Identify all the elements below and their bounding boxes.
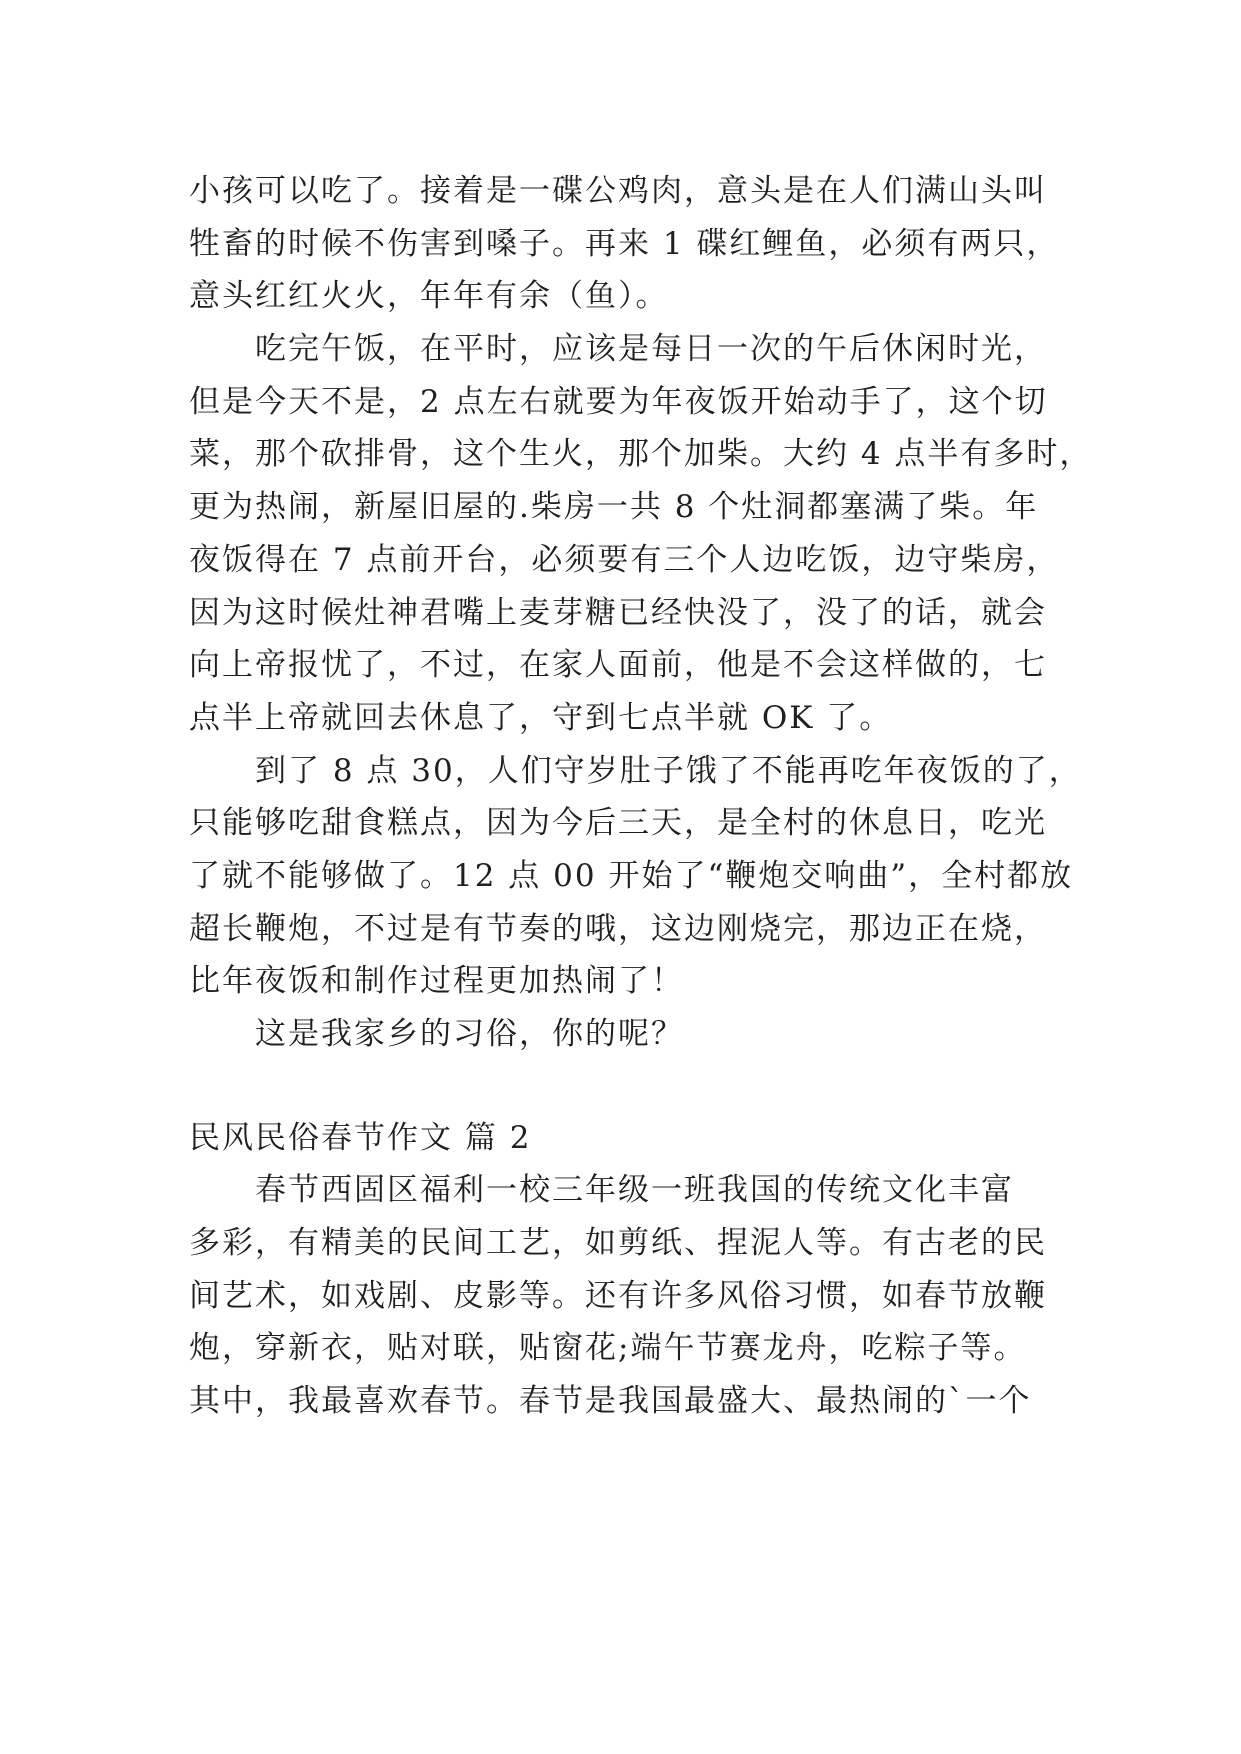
section-heading: 民风民俗春节作文 篇 2 — [189, 1119, 532, 1156]
section-gap — [189, 1061, 1069, 1112]
text-line: 更为热闹，新屋旧屋的.柴房一共 8 个灶洞都塞满了柴。年 — [189, 489, 1039, 526]
text-line: 其中，我最喜欢春节。春节是我国最盛大、最热闹的`一个 — [189, 1383, 1032, 1420]
text-line: 但是今天不是，2 点左右就要为年夜饭开始动手了，这个切 — [189, 383, 1048, 420]
text-line: 到了 8 点 30，人们守岁肚子饿了不能再吃年夜饭的了， — [255, 752, 1082, 789]
text-line: 多彩，有精美的民间工艺，如剪纸、捏泥人等。有古老的民 — [189, 1225, 1047, 1262]
text-line: 意头红红火火，年年有余（鱼）。 — [189, 278, 669, 315]
text-line: 比年夜饭和制作过程更加热闹了！ — [189, 963, 684, 1000]
text-line: 小孩可以吃了。接着是一碟公鸡肉，意头是在人们满山头叫 — [189, 173, 1047, 209]
paragraph-3 — [189, 745, 1082, 1008]
text-line: 超长鞭炮，不过是有节奏的哦，这边刚烧完，那边正在烧， — [189, 910, 1047, 947]
text-line: 因为这时候灶神君嘴上麦芽糖已经快没了，没了的话，就会 — [189, 594, 1047, 631]
text-line: 这是我家乡的习俗，你的呢？ — [255, 1016, 684, 1052]
text-line: 牲畜的时候不伤害到嗓子。再来 1 碟红鲤鱼，必须有两只， — [189, 225, 1060, 262]
paragraph-2 — [189, 323, 1093, 745]
text-line: 菜，那个砍排骨，这个生火，那个加柴。大约 4 点半有多时， — [189, 436, 1093, 473]
paragraph-5 — [189, 1164, 1069, 1427]
paragraph-1 — [189, 165, 1069, 323]
paragraph-4 — [189, 1008, 1069, 1061]
document-body — [189, 165, 1093, 1428]
text-line: 炮，穿新衣，贴对联，贴窗花;端午节赛龙舟，吃粽子等。 — [189, 1330, 1027, 1367]
text-line: 向上帝报忧了，不过，在家人面前，他是不会这样做的，七 — [189, 647, 1047, 684]
text-line: 了就不能够做了。12 点 00 开始了“鞭炮交响曲”，全村都放 — [189, 857, 1074, 894]
text-line: 夜饭得在 7 点前开台，必须要有三个人边吃饭，边守柴房， — [189, 541, 1060, 578]
text-line: 只能够吃甜食糕点，因为今后三天，是全村的休息日，吃光 — [189, 805, 1047, 842]
text-line: 吃完午饭，在平时，应该是每日一次的午后休闲时光， — [255, 331, 1047, 368]
text-line: 间艺术，如戏剧、皮影等。还有许多风俗习惯，如春节放鞭 — [189, 1277, 1047, 1314]
text-line: 春节西固区福利一校三年级一班我国的传统文化丰富 — [255, 1172, 1014, 1209]
text-line: 点半上帝就回去休息了，守到七点半就 OK 了。 — [189, 699, 893, 736]
